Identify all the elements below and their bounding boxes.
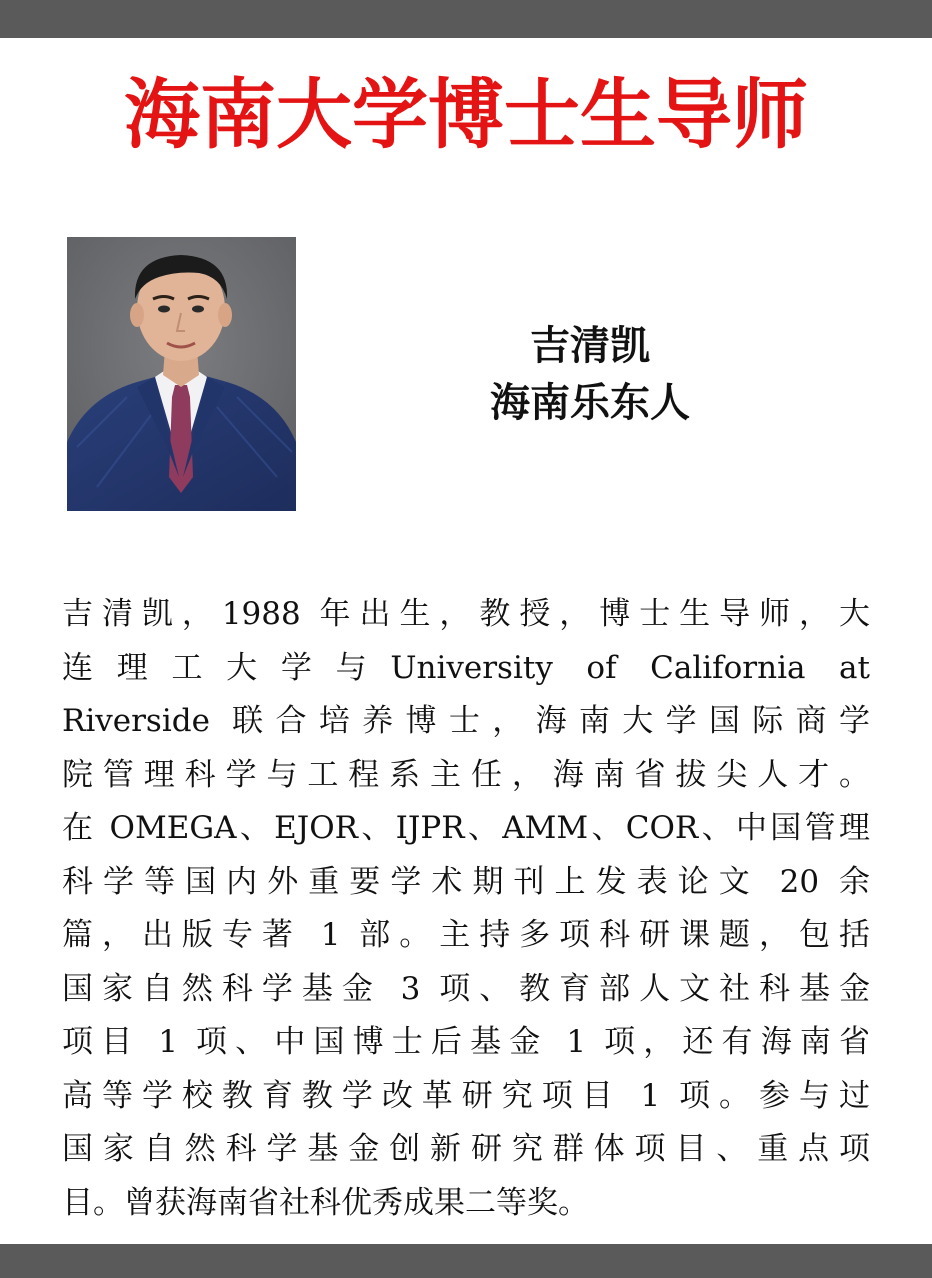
profile-heading <box>400 318 780 432</box>
page-title: 海南大学博士生导师 <box>124 70 808 159</box>
bio-line: 连理工大学与University of California at <box>62 649 870 686</box>
bio-line: 科学等国内外重要学术期刊上发表论文 20 余 <box>62 863 870 900</box>
bottom-bar <box>0 1244 932 1278</box>
bio-line: 国家自然科学基金创新研究群体项目、重点项 <box>62 1131 870 1167</box>
bio-line: 目。曾获海南省社科优秀成果二等奖。 <box>62 1184 589 1221</box>
top-bar <box>0 0 932 38</box>
bio-line: 国家自然科学基金 3 项、教育部人文社科基金 <box>62 970 870 1007</box>
profile-name: 吉清凯 <box>530 323 650 369</box>
bio-line: 吉清凯，1988 年出生，教授，博士生导师，大 <box>62 596 870 632</box>
bio-line: 在 OMEGA、EJOR、IJPR、AMM、COR、中国管理 <box>62 810 870 846</box>
bio-line: 院管理科学与工程系主任，海南省拔尖人才。 <box>62 756 870 793</box>
bio-paragraph <box>62 588 870 1230</box>
portrait-photo <box>67 237 296 511</box>
bio-line: 高等学校教育教学改革研究项目 1 项。参与过 <box>62 1077 870 1114</box>
bio-line: Riverside 联合培养博士，海南大学国际商学 <box>62 703 870 739</box>
bio-line: 项目 1 项、中国博士后基金 1 项，还有海南省 <box>62 1024 870 1060</box>
bio-line: 篇，出版专著 1 部。主持多项科研课题，包括 <box>62 917 870 953</box>
profile-origin: 海南乐东人 <box>490 380 690 426</box>
